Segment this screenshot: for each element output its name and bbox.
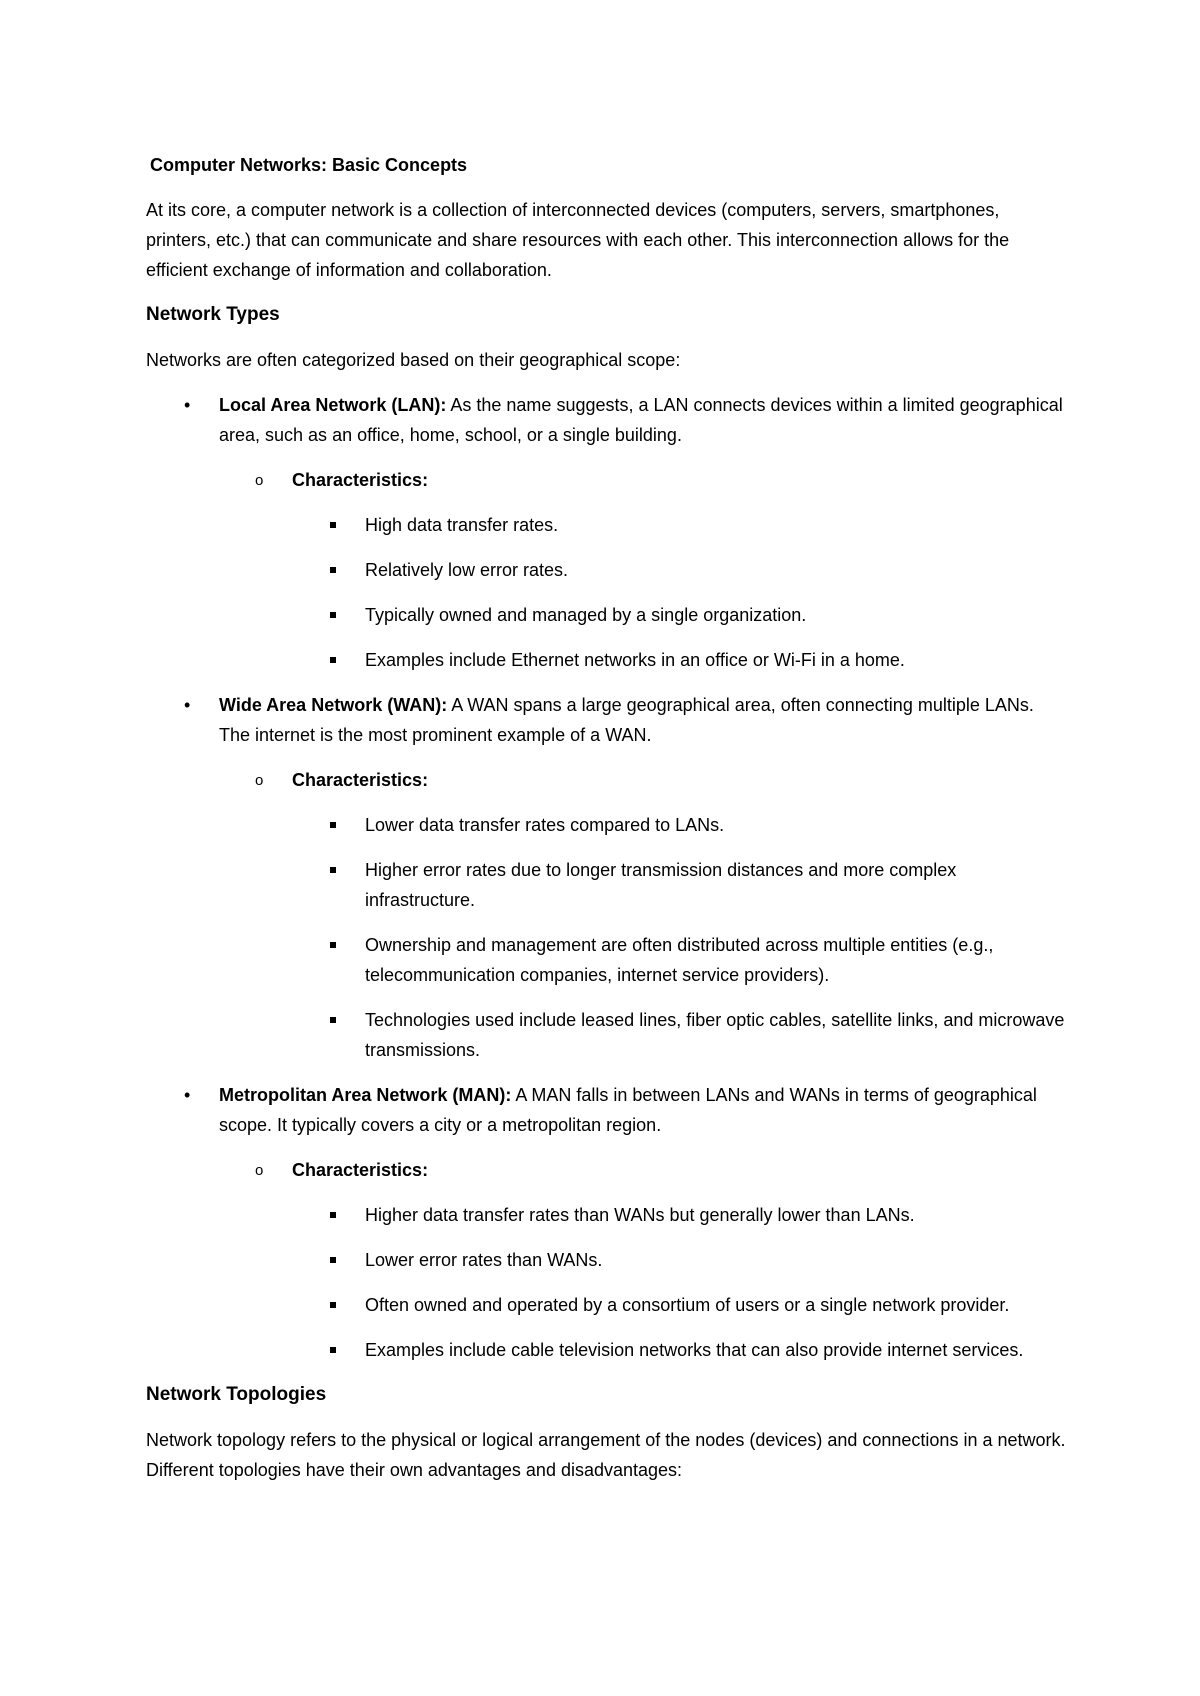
point-text: Higher error rates due to longer transmission distances and more complex infrastructure.: [365, 860, 957, 910]
lan-points: [219, 510, 1066, 675]
square-bullet-icon: [330, 867, 336, 873]
list-item: [219, 1335, 1066, 1365]
document-page: [146, 150, 1066, 1500]
list-item: [219, 810, 1066, 840]
point-text: Typically owned and managed by a single organization.: [365, 605, 807, 625]
square-bullet-icon: [330, 942, 336, 948]
list-item-wan: [146, 690, 1066, 1065]
wan-points: [219, 810, 1066, 1065]
square-bullet-icon: [330, 1257, 336, 1263]
point-text: Often owned and operated by a consortium of users or a single network provider.: [365, 1295, 1010, 1315]
desc-wan: A WAN spans a large geographical area, often connecting multiple LANs. The internet is the most prominent example of a WAN.: [219, 695, 1034, 745]
page-title: Computer Networks: Basic Concepts: [150, 155, 468, 175]
bullet-icon: •: [184, 695, 191, 715]
characteristics-label: Characteristics:: [292, 770, 429, 790]
list-item: [219, 645, 1066, 675]
square-bullet-icon: [330, 1347, 336, 1353]
square-bullet-icon: [330, 822, 336, 828]
list-item: [219, 600, 1066, 630]
list-item: [219, 510, 1066, 540]
square-bullet-icon: [330, 567, 336, 573]
desc-man: A MAN falls in between LANs and WANs in terms of geographical scope. It typically covers a city or a metropolitan region.: [219, 1085, 1037, 1135]
point-text: Ownership and management are often distributed across multiple entities (e.g., telecommunication companies, internet service providers).: [365, 935, 994, 985]
square-bullet-icon: [330, 612, 336, 618]
intro-paragraph: At its core, a computer network is a collection of interconnected devices (computers, servers, smartphones, printers, etc.) that can communicate and share resources with each other. This interconnection allows for the efficient exchange of information and collaboration.: [146, 200, 1010, 280]
desc-lan: As the name suggests, a LAN connects devices within a limited geographical area, such as an office, home, school, or a single building.: [219, 395, 1063, 445]
square-bullet-icon: [330, 657, 336, 663]
characteristics-man: [219, 1155, 1066, 1185]
point-text: Lower error rates than WANs.: [365, 1250, 603, 1270]
term-wan: Wide Area Network (WAN):: [219, 695, 448, 715]
list-item-man: [146, 1080, 1066, 1365]
network-types-list: [146, 390, 1066, 1365]
circle-bullet-icon: o: [255, 1162, 264, 1179]
list-item: [219, 1290, 1066, 1320]
point-text: Lower data transfer rates compared to LANs.: [365, 815, 725, 835]
circle-bullet-icon: o: [255, 772, 264, 789]
list-item: [219, 1200, 1066, 1230]
term-lan: Local Area Network (LAN):: [219, 395, 447, 415]
characteristics-label: Characteristics:: [292, 470, 429, 490]
point-text: Relatively low error rates.: [365, 560, 569, 580]
list-item: [219, 1245, 1066, 1275]
list-item: [219, 1005, 1066, 1065]
circle-bullet-icon: o: [255, 472, 264, 489]
characteristics-wan: [219, 765, 1066, 795]
point-text: Examples include Ethernet networks in an office or Wi-Fi in a home.: [365, 650, 905, 670]
square-bullet-icon: [330, 1212, 336, 1218]
list-item: [219, 555, 1066, 585]
list-item-lan: [146, 390, 1066, 675]
term-man: Metropolitan Area Network (MAN):: [219, 1085, 512, 1105]
network-types-intro: Networks are often categorized based on their geographical scope:: [146, 350, 681, 370]
list-item: [219, 855, 1066, 915]
network-topologies-intro: Network topology refers to the physical or logical arrangement of the nodes (devices) and connections in a network. Different topologies have their own advantages and disadvantages:: [146, 1430, 1066, 1480]
network-types-heading: Network Types: [146, 304, 280, 325]
square-bullet-icon: [330, 522, 336, 528]
square-bullet-icon: [330, 1302, 336, 1308]
point-text: Technologies used include leased lines, fiber optic cables, satellite links, and microwave transmissions.: [365, 1010, 1065, 1060]
network-topologies-heading: Network Topologies: [146, 1384, 327, 1405]
list-item: [219, 930, 1066, 990]
characteristics-lan: [219, 465, 1066, 495]
bullet-icon: •: [184, 395, 191, 415]
square-bullet-icon: [330, 1017, 336, 1023]
point-text: High data transfer rates.: [365, 515, 559, 535]
bullet-icon: •: [184, 1085, 191, 1105]
characteristics-label: Characteristics:: [292, 1160, 429, 1180]
point-text: Examples include cable television networks that can also provide internet services.: [365, 1340, 1024, 1360]
point-text: Higher data transfer rates than WANs but generally lower than LANs.: [365, 1205, 915, 1225]
man-points: [219, 1200, 1066, 1365]
